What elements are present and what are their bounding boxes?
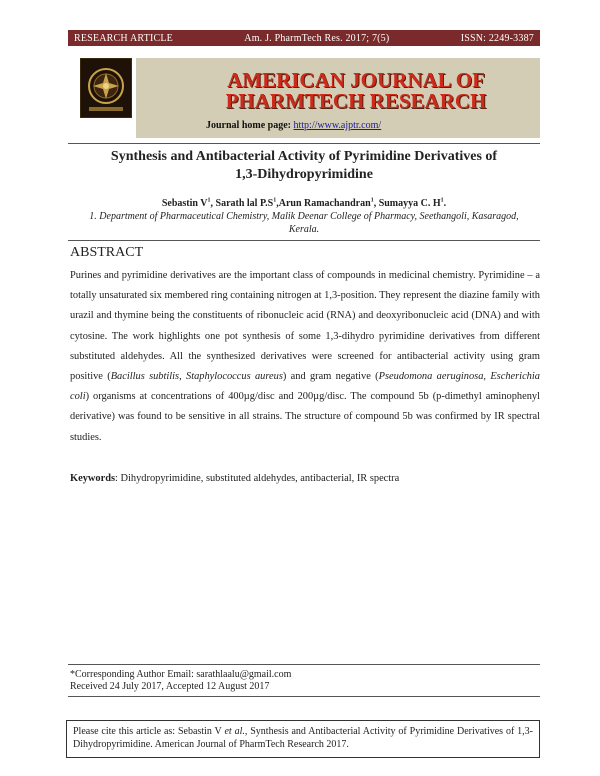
journal-emblem-icon (81, 59, 131, 117)
keywords-label: Keywords (70, 473, 116, 484)
article-header-bar (68, 30, 540, 46)
received-accepted-dates: Received 24 July 2017, Accepted 12 August 2017 (70, 681, 270, 692)
footnote-divider-bottom (68, 696, 540, 697)
organism-3: Pseudomona aeruginosa (378, 371, 484, 383)
homepage-label: Journal home page: (206, 120, 291, 131)
author-2: Sarath lal $P.S^1$, (215, 198, 279, 210)
author-3: Arun Ramachandran$^1$, (278, 198, 379, 210)
organism-1: Bacillus subtilis (110, 371, 180, 383)
journal-title-line-2: PHARMTECH RESEARCH (225, 89, 487, 113)
footnote-divider (68, 664, 540, 665)
journal-citation: Am. J. PharmTech Res. 2017; 7(5) (244, 32, 390, 44)
abstract-text: Purines and pyrimidine derivatives are the important class of compounds in medicinal chemistry. Pyrimidine – a totally unsaturated six membered ring containing nitrogen at 1,3-position. They represent the diazine family with urazil and thymine being the constituents of ribonucleic acid (RNA) and deoxyribonucleic acid (DNA) and with cytosine. The work highlights one pot synthesis of some 1,3-dihydro pyrimidine derivatives from different substituted aldehydes. All the synthesized derivatives were screened for antibacterial activity using gram positive (Bacillus subtilis, Staphylococcus aureus) and gram negative (Pseudomona aeruginosa, Escherichia coli) organisms at concentrations of 400µg/disc and 200µg/disc. The compound 5b (p-dimethyl aminophenyl derivative) was found to be sensitive in all strains. The structure of compound 5b was confirmed by IR spectral studies. (70, 270, 540, 443)
author-list (68, 198, 540, 209)
author-1: Sebastin $V^1$, (161, 198, 216, 210)
paper-title-line-2: 1,3-Dihydropyrimidine (235, 167, 373, 182)
corresponding-author-footnote (70, 669, 291, 693)
article-type: RESEARCH ARTICLE (74, 32, 173, 44)
issn: ISSN: 2249-3387 (460, 32, 534, 44)
paper-title (68, 148, 540, 184)
journal-title (206, 70, 506, 112)
citation-box: Please cite this article as: Sebastin V et al., Synthesis and Antibacterial Activity of Pyrimidine Derivatives of 1,3-Dihydropyrimidine. American Journal of PharmTech Research 2017. (66, 720, 540, 758)
author-4: Sumayya C. $H^1$. (378, 198, 447, 210)
organism-4: Escherichia coli (70, 371, 540, 403)
corresponding-email: *Corresponding Author Email: sarathlaalu@gmail.com (70, 669, 292, 680)
abstract-heading: ABSTRACT (70, 245, 144, 260)
paper-title-line-1: Synthesis and Antibacterial Activity of Pyrimidine Derivatives of (110, 149, 498, 164)
journal-homepage (206, 120, 381, 131)
journal-logo (80, 58, 132, 118)
journal-masthead (136, 58, 540, 138)
journal-title-line-1: AMERICAN JOURNAL OF (227, 68, 485, 92)
organism-2: Staphylococcus aureus (186, 371, 283, 383)
homepage-link[interactable]: http://www.ajptr.com/ (293, 120, 382, 131)
author-affiliation: 1. Department of Pharmaceutical Chemistry, Malik Deenar College of Pharmacy, Seethangoli, Kasaragod, Kerala. (89, 211, 519, 235)
abstract-divider (68, 240, 540, 241)
keywords (70, 473, 540, 484)
keywords-text: : Dihydropyrimidine, substituted aldehydes, antibacterial, IR spectra (115, 473, 400, 484)
title-divider-top (68, 143, 540, 144)
